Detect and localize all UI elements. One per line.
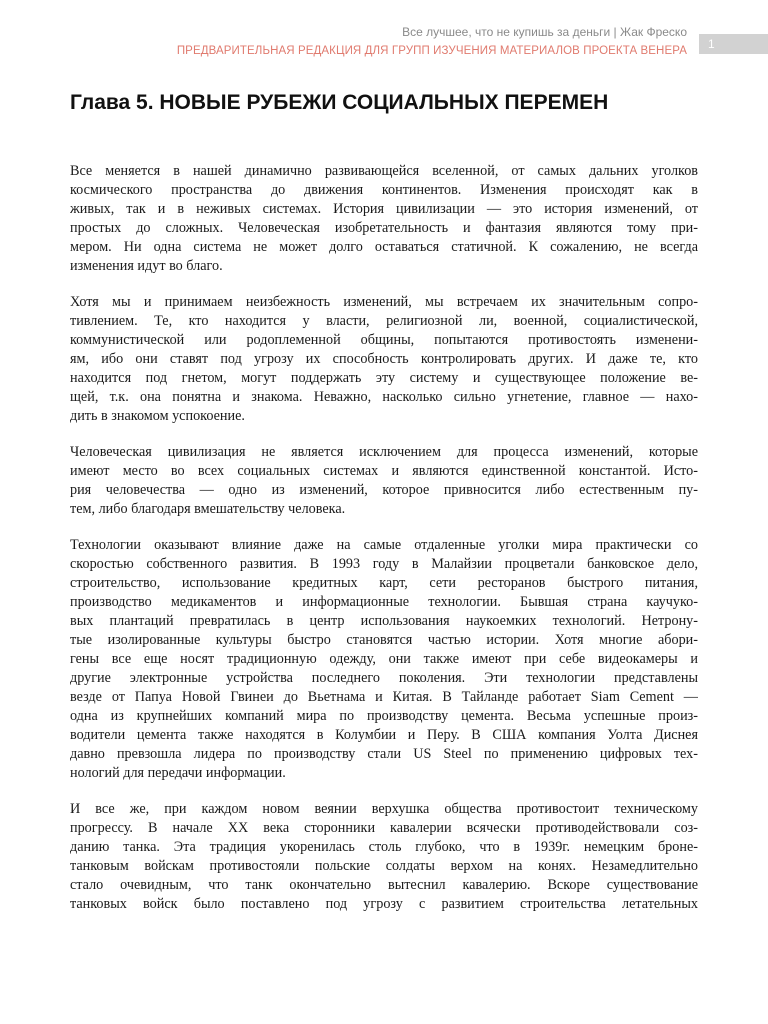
paragraph xyxy=(70,443,698,519)
paragraph xyxy=(70,536,698,783)
text-line: ям, ибо они ставят под угрозу их способность контролировать других. И даже те, кто xyxy=(70,351,698,367)
text-line: нологий для передачи информации. xyxy=(70,765,286,781)
text-line: Технологии оказывают влияние даже на самые отдаленные уголки мира практически со xyxy=(70,537,698,553)
text-line: рия человечества — одно из изменений, которое привносится либо естественным пу- xyxy=(70,482,698,498)
text-line: тые изолированные культуры быстро становятся частью истории. Хотя многие абори- xyxy=(70,632,698,648)
text-line: простых до сложных. Человеческая изобретательность и фантазия являются тому при- xyxy=(70,220,698,236)
chapter-body xyxy=(70,162,698,931)
text-line: стало очевидным, что танк окончательно вытеснил кавалерию. Вскоре существование xyxy=(70,877,698,893)
text-line: космического пространства до движения континентов. Изменения происходят как в xyxy=(70,182,698,198)
text-line: данию танка. Эта традиция укоренилась столь глубоко, что в 1939г. немецким броне- xyxy=(70,839,698,855)
text-line: живых, так и в неживых системах. История цивилизации — это история изменений, от xyxy=(70,201,698,217)
text-line: щей, т.к. она понятна и знакома. Неважно, насколько сильно угнетение, главное — нахо- xyxy=(70,389,698,405)
text-line: имеют место во всех социальных системах и являются единственной константой. Исто- xyxy=(70,463,698,479)
page-header xyxy=(177,24,687,59)
text-line: Человеческая цивилизация не является исключением для процесса изменений, которые xyxy=(70,444,698,460)
text-line: тивлением. Те, кто находится у власти, религиозной ли, военной, социалистической, xyxy=(70,313,698,329)
text-line: строительство, использование кредитных карт, сети ресторанов быстрого питания, xyxy=(70,575,698,591)
edition-note: ПРЕДВАРИТЕЛЬНАЯ РЕДАКЦИЯ ДЛЯ ГРУПП ИЗУЧЕНИЯ МАТЕРИАЛОВ ПРОЕКТА ВЕНЕРА xyxy=(176,45,687,57)
text-line: мером. Ни одна система не может долго оставаться статичной. К сожалению, не всегда xyxy=(70,239,698,255)
text-line: одна из крупнейших компаний мира по производству цемента. Весьма успешные произ- xyxy=(70,708,698,724)
paragraph xyxy=(70,162,698,276)
page-number: 1 xyxy=(699,34,768,54)
text-line: изменения идут во благо. xyxy=(70,258,223,274)
book-title-author: Все лучшее, что не купишь за деньги | Жак Фреско xyxy=(402,25,687,39)
text-line: везде от Папуа Новой Гвинеи до Вьетнама и Китая. В Тайланде работает Siam Cement — xyxy=(70,689,698,705)
text-line: вых плантаций превратилась в центр использования наукоемких технологий. Нетрону- xyxy=(70,613,698,629)
text-line: танковых войск было поставлено под угрозу с развитием строительства летательных xyxy=(70,896,698,912)
text-line: скоростью собственного развития. В 1993 году в Малайзии процветали банковское дело, xyxy=(70,556,698,572)
text-line: Хотя мы и принимаем неизбежность изменений, мы встречаем их значительным сопро- xyxy=(70,294,698,310)
text-line: другие электронные устройства последнего поколения. Эти технологии представлены xyxy=(70,670,698,686)
text-line: коммунистической или родоплеменной общины, попытаются противостоять изменени- xyxy=(70,332,698,348)
text-line: Все меняется в нашей динамично развивающейся вселенной, от самых дальних уголков xyxy=(70,163,698,179)
text-line: тем, либо благодаря вмешательству человека. xyxy=(70,501,346,517)
chapter-title: Глава 5. НОВЫЕ РУБЕЖИ СОЦИАЛЬНЫХ ПЕРЕМЕН xyxy=(70,91,609,114)
text-line: водители цемента также находятся в Колумбии и Перу. В США компания Уолта Диснея xyxy=(70,727,698,743)
text-line: производство медикаментов и информационные технологии. Бывшая страна каучуко- xyxy=(70,594,698,610)
paragraph xyxy=(70,293,698,426)
text-line: находится под гнетом, могут поддержать эту систему и существующее положение ве- xyxy=(70,370,698,386)
paragraph xyxy=(70,800,698,914)
text-line: танковым войскам противостояли польские солдаты верхом на конях. Незамедлительно xyxy=(70,858,698,874)
text-line: давно превзошла лидера по производству стали US Steel по применению цифровых тех- xyxy=(70,746,698,762)
text-line: И все же, при каждом новом веянии верхушка общества противостоит техническому xyxy=(70,801,698,817)
text-line: прогрессу. В начале XX века сторонники кавалерии всячески противодействовали соз- xyxy=(70,820,698,836)
text-line: дить в знакомом успокоение. xyxy=(70,408,245,424)
text-line: гены все еще носят традиционную одежду, они также имеют при себе видеокамеры и xyxy=(70,651,698,667)
